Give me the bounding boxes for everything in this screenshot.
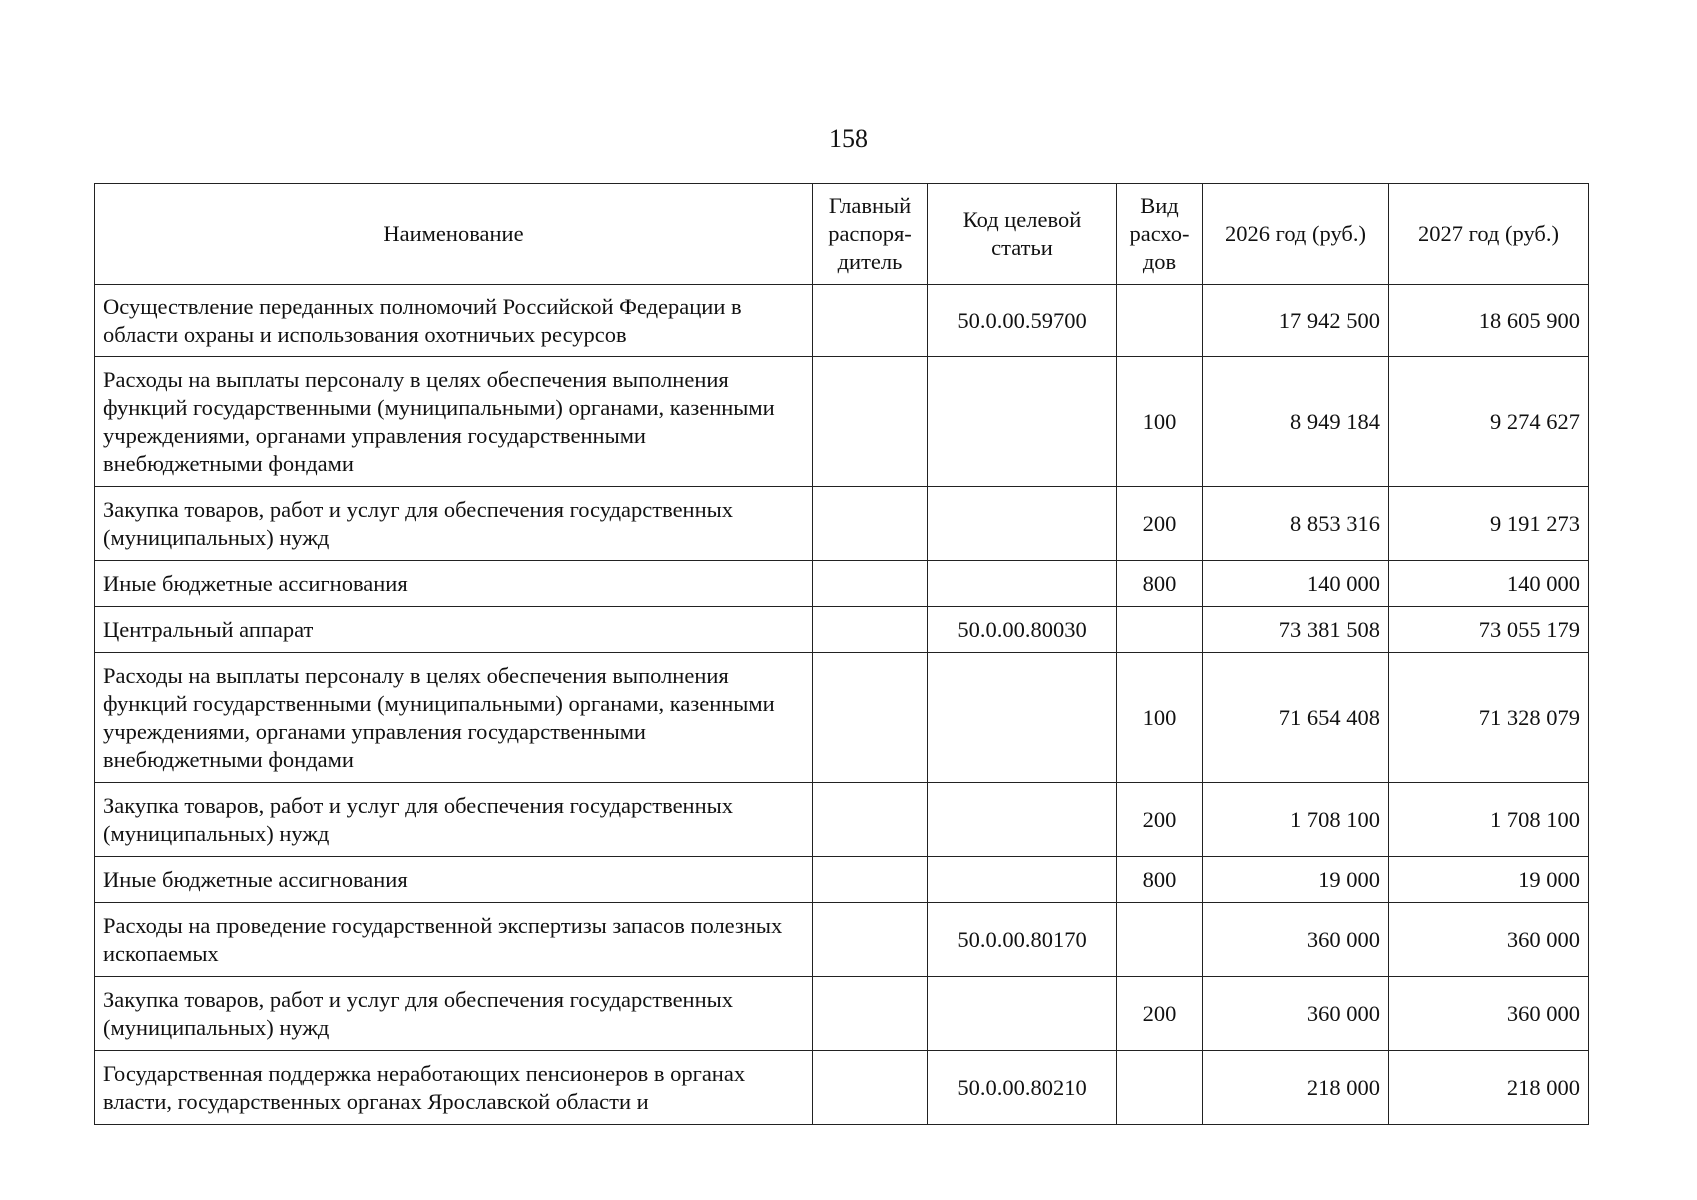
table-row — [95, 783, 1589, 857]
row-code — [928, 977, 1117, 1051]
row-2027: 18 605 900 — [1389, 285, 1589, 357]
row-name: Закупка товаров, работ и услуг для обеспечения государственных (муниципальных) нужд — [95, 977, 813, 1051]
row-2027: 71 328 079 — [1389, 653, 1589, 783]
row-2027: 73 055 179 — [1389, 607, 1589, 653]
row-name: Осуществление переданных полномочий Российской Федерации в области охраны и использования охотничьих ресурсов — [95, 285, 813, 357]
row-kind: 800 — [1117, 857, 1203, 903]
row-code — [928, 487, 1117, 561]
row-2026: 17 942 500 — [1203, 285, 1389, 357]
header-manager: Главный распоря-дитель — [813, 184, 928, 285]
row-2027: 218 000 — [1389, 1051, 1589, 1125]
row-name: Иные бюджетные ассигнования — [95, 561, 813, 607]
row-kind — [1117, 903, 1203, 977]
row-kind: 100 — [1117, 653, 1203, 783]
table-row — [95, 653, 1589, 783]
table-row — [95, 857, 1589, 903]
row-2027: 9 191 273 — [1389, 487, 1589, 561]
row-code — [928, 561, 1117, 607]
row-kind: 200 — [1117, 783, 1203, 857]
row-code — [928, 857, 1117, 903]
row-2026: 8 949 184 — [1203, 357, 1389, 487]
row-name: Расходы на выплаты персоналу в целях обеспечения выполнения функций государственными (муниципальными) органами, казенными учреждениями, органами управления государственными внебюджетными фондами — [95, 357, 813, 487]
row-2026: 1 708 100 — [1203, 783, 1389, 857]
header-name: Наименование — [95, 184, 813, 285]
row-kind — [1117, 285, 1203, 357]
row-manager — [813, 607, 928, 653]
row-code — [928, 357, 1117, 487]
header-2026: 2026 год (руб.) — [1203, 184, 1389, 285]
header-2027: 2027 год (руб.) — [1389, 184, 1589, 285]
row-code: 50.0.00.59700 — [928, 285, 1117, 357]
row-manager — [813, 977, 928, 1051]
row-2026: 360 000 — [1203, 977, 1389, 1051]
row-2026: 8 853 316 — [1203, 487, 1389, 561]
page-number: 158 — [829, 124, 868, 153]
row-2026: 71 654 408 — [1203, 653, 1389, 783]
budget-table — [94, 183, 1589, 1125]
table-row — [95, 903, 1589, 977]
table-row — [95, 357, 1589, 487]
row-kind — [1117, 607, 1203, 653]
row-name: Государственная поддержка неработающих пенсионеров в органах власти, государственных органах Ярославской области и — [95, 1051, 813, 1125]
table-row — [95, 977, 1589, 1051]
row-2027: 1 708 100 — [1389, 783, 1589, 857]
row-kind: 200 — [1117, 487, 1203, 561]
row-name: Расходы на проведение государственной экспертизы запасов полезных ископаемых — [95, 903, 813, 977]
row-kind: 200 — [1117, 977, 1203, 1051]
row-manager — [813, 357, 928, 487]
table-row — [95, 487, 1589, 561]
row-kind: 100 — [1117, 357, 1203, 487]
row-manager — [813, 487, 928, 561]
row-manager — [813, 285, 928, 357]
row-manager — [813, 653, 928, 783]
table-row — [95, 607, 1589, 653]
row-name: Центральный аппарат — [95, 607, 813, 653]
row-kind: 800 — [1117, 561, 1203, 607]
row-2027: 360 000 — [1389, 977, 1589, 1051]
table-row — [95, 285, 1589, 357]
row-2026: 360 000 — [1203, 903, 1389, 977]
header-kind: Вид расхо-дов — [1117, 184, 1203, 285]
row-2027: 140 000 — [1389, 561, 1589, 607]
row-manager — [813, 561, 928, 607]
row-manager — [813, 857, 928, 903]
row-code — [928, 653, 1117, 783]
row-2027: 360 000 — [1389, 903, 1589, 977]
row-2026: 19 000 — [1203, 857, 1389, 903]
row-code: 50.0.00.80170 — [928, 903, 1117, 977]
row-manager — [813, 903, 928, 977]
row-manager — [813, 1051, 928, 1125]
row-name: Расходы на выплаты персоналу в целях обеспечения выполнения функций государственными (муниципальными) органами, казенными учреждениями, органами управления государственными внебюджетными фондами — [95, 653, 813, 783]
table-header-row — [95, 184, 1589, 285]
row-name: Иные бюджетные ассигнования — [95, 857, 813, 903]
header-code: Код целевой статьи — [928, 184, 1117, 285]
row-kind — [1117, 1051, 1203, 1125]
row-name: Закупка товаров, работ и услуг для обеспечения государственных (муниципальных) нужд — [95, 487, 813, 561]
row-code: 50.0.00.80210 — [928, 1051, 1117, 1125]
row-manager — [813, 783, 928, 857]
row-code: 50.0.00.80030 — [928, 607, 1117, 653]
row-2026: 73 381 508 — [1203, 607, 1389, 653]
row-2027: 19 000 — [1389, 857, 1589, 903]
table-row — [95, 1051, 1589, 1125]
row-2027: 9 274 627 — [1389, 357, 1589, 487]
row-code — [928, 783, 1117, 857]
row-2026: 140 000 — [1203, 561, 1389, 607]
row-2026: 218 000 — [1203, 1051, 1389, 1125]
row-name: Закупка товаров, работ и услуг для обеспечения государственных (муниципальных) нужд — [95, 783, 813, 857]
table-row — [95, 561, 1589, 607]
